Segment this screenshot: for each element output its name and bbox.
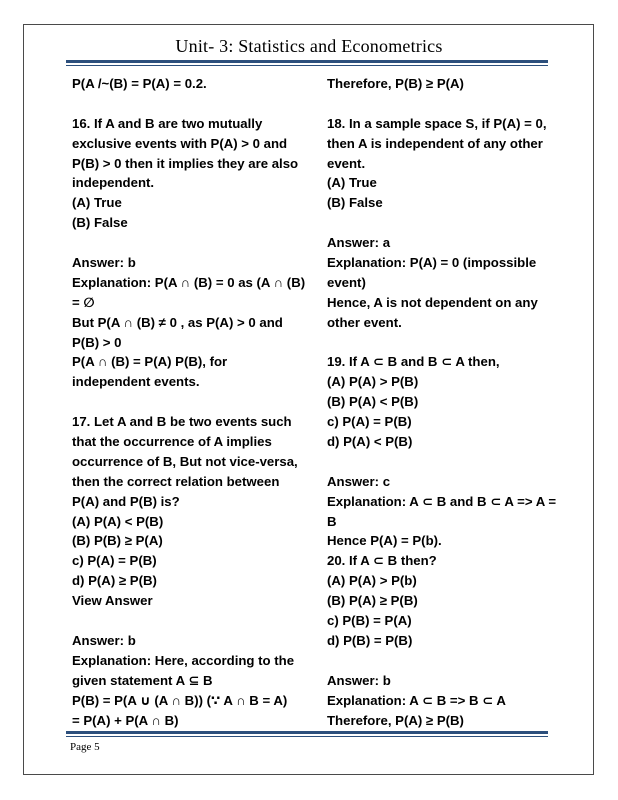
text-line: But P(A ∩ (B) ≠ 0 , as P(A) > 0 and: [72, 314, 283, 330]
text-line: d) P(A) ≥ P(B): [72, 573, 157, 589]
page-header-title: Unit- 3: Statistics and Econometrics: [175, 36, 443, 56]
text-line: 16. If A and B are two mutually: [72, 115, 263, 131]
text-line: (B) P(A) < P(B): [327, 394, 419, 410]
text-line: P(A) and P(B) is?: [72, 493, 180, 509]
blank-line: [327, 94, 559, 114]
text-line: Hence, A is not dependent on any: [327, 294, 538, 310]
footer-rule-thin: [66, 736, 548, 737]
text-line: Explanation: Here, according to the: [72, 652, 295, 668]
text-line: 17. Let A and B be two events such: [72, 414, 292, 430]
footer-rule-thick: [66, 731, 548, 734]
text-line: B: [327, 513, 337, 529]
text-line: 20. If A ⊂ B then?: [327, 553, 437, 569]
text-line: d) P(B) = P(B): [327, 632, 413, 648]
text-line: Explanation: A ⊂ B and B ⊂ A => A =: [327, 493, 557, 509]
text-line: Answer: b: [72, 632, 136, 648]
text-line: independent events.: [72, 374, 200, 390]
text-line: event.: [327, 155, 366, 171]
text-line: P(A /~(B) = P(A) = 0.2.: [72, 76, 207, 91]
page-number: Page 5: [70, 741, 100, 753]
text-line: Therefore, P(A) ≥ P(B): [327, 712, 464, 728]
text-line: independent.: [72, 175, 155, 191]
text-line: Hence P(A) = P(b).: [327, 533, 442, 549]
text-line: c) P(A) = P(B): [327, 414, 412, 430]
text-line: (A) P(A) > P(b): [327, 573, 417, 589]
text-line: then the correct relation between: [72, 473, 280, 489]
text-line: Explanation: P(A) = 0 (impossible: [327, 255, 537, 271]
text-line: c) P(B) = P(A): [327, 613, 412, 629]
text-line: P(B) > 0 then it implies they are also: [72, 155, 299, 171]
text-line: (B) P(A) ≥ P(B): [327, 593, 418, 609]
text-line: (A) True: [327, 175, 377, 191]
blank-line: [72, 233, 304, 253]
text-line: P(A ∩ (B) = P(A) P(B), for: [72, 354, 228, 370]
text-line: (A) True: [72, 195, 122, 211]
text-line: (A) P(A) > P(B): [327, 374, 419, 390]
blank-line: [72, 392, 304, 412]
blank-line: [327, 213, 559, 233]
text-line: 18. In a sample space S, if P(A) = 0,: [327, 115, 547, 131]
text-line: (B) False: [327, 195, 383, 211]
text-line: that the occurrence of A implies: [72, 434, 272, 450]
header-rule-thin: [66, 65, 548, 66]
left-text-column: [72, 74, 304, 730]
blank-line: [327, 452, 559, 472]
text-line: Answer: b: [72, 255, 136, 271]
text-line: 19. If A ⊂ B and B ⊂ A then,: [327, 354, 500, 370]
blank-line: [72, 94, 304, 114]
text-line: Therefore, P(B) ≥ P(A): [327, 76, 464, 91]
text-line: Explanation: A ⊂ B => B ⊂ A: [327, 692, 506, 708]
text-line: other event.: [327, 314, 402, 330]
text-line: View Answer: [72, 593, 153, 609]
text-line: Answer: b: [327, 672, 391, 688]
header-rule-thick: [66, 60, 548, 63]
text-line: Answer: a: [327, 235, 391, 251]
text-line: then A is independent of any other: [327, 135, 543, 151]
text-line: = ∅: [72, 294, 95, 310]
text-line: d) P(A) < P(B): [327, 434, 413, 450]
text-line: = P(A) + P(A ∩ B): [72, 712, 179, 728]
right-text-column: [327, 74, 559, 730]
text-line: event): [327, 274, 366, 290]
text-line: exclusive events with P(A) > 0 and: [72, 135, 288, 151]
text-line: c) P(A) = P(B): [72, 553, 157, 569]
text-line: P(B) = P(A ∪ (A ∩ B)) (∵ A ∩ B = A): [72, 692, 288, 708]
blank-line: [327, 333, 559, 353]
text-line: occurrence of B, But not vice-versa,: [72, 453, 298, 469]
blank-line: [72, 611, 304, 631]
text-line: Answer: c: [327, 473, 391, 489]
blank-line: [327, 651, 559, 671]
text-line: (A) P(A) < P(B): [72, 513, 164, 529]
text-line: given statement A ⊆ B: [72, 672, 213, 688]
text-line: (B) P(B) ≥ P(A): [72, 533, 163, 549]
text-line: Explanation: P(A ∩ (B) = 0 as (A ∩ (B): [72, 274, 306, 290]
text-line: (B) False: [72, 215, 128, 231]
text-line: P(B) > 0: [72, 334, 122, 350]
